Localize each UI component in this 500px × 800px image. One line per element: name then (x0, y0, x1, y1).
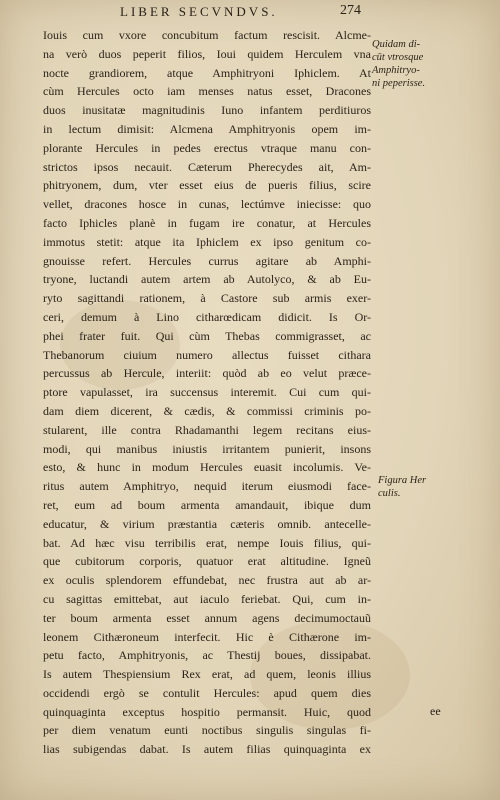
body-text (43, 26, 371, 759)
text-line: nocte grandiorem, atque Amphitryoni Iphiclem. At (43, 65, 371, 80)
text-line: Is autem Thespiensium Rex erat, ad quem, leonis illius (43, 667, 371, 682)
text-line: esto, & hunc in modum Hercules euasit incolumis. Ve- (43, 460, 371, 475)
running-title: LIBER SECVNDVS. (120, 4, 278, 19)
text-line: educatur, & virium præstantia cæteris omnib. antecelle- (43, 516, 371, 531)
text-line: duos inusitatæ magnitudinis Iuno infantem perditiuros (43, 103, 371, 118)
margin-note-line: Amphitryo- (372, 65, 420, 76)
text-line: na verò duos peperit filios, Ioui quidem Herculem vna (43, 46, 371, 61)
text-line: occidendi ergò se contulit Hercules: apud quem dies (43, 685, 371, 700)
signature-mark: ee (430, 704, 441, 718)
text-line: immotus stetit: atque ita Iphiclem ex ipso genitum co- (43, 234, 371, 249)
text-line: stularent, ille contra Rhadamanthi legem recitans eius- (43, 422, 371, 437)
text-line: ex oculis splendorem effundebat, nec frustra aut ab ar- (43, 573, 371, 588)
text-line: que cubitorum corporis, quatuor erat altitudine. Igneũ (43, 554, 371, 569)
text-line: per diem venatum eunti noctibus singulis singulas fi- (43, 723, 371, 738)
text-line: lias subigendas dabat. Is autem filias quinquaginta ex (43, 742, 371, 757)
text-line: ritus autem Amphitryo, nequid iterum eiusmodi face- (43, 479, 371, 494)
text-line: ceri, demum à Lino citharœdicam didicit. Is Or- (43, 309, 371, 324)
text-line: phitryonem, dum, vter esset eius de pueris filius, scire (43, 178, 371, 193)
margin-note-line: ni peperisse. (372, 78, 426, 89)
text-line: Iouis cum vxore concubitum factum rescisit. Alcme- (43, 28, 371, 42)
text-line: leonem Cithæroneum interfecit. Hic è Cithærone im- (43, 629, 371, 644)
text-line: tryone, luctandi autem artem ab Autolyco, & ab Eu- (43, 272, 371, 287)
text-line: quinquaginta exceptus hospitio permansit. Huic, quod (43, 704, 371, 719)
text-line: strictos ipsos necauit. Cæterum Pherecydes ait, Am- (43, 159, 371, 174)
margin-note-line: culis. (378, 488, 401, 499)
text-line: dam diem dicerent, & cædis, & commissi criminis po- (43, 403, 371, 418)
text-line: facto Iphicles planè in fugam ire conatur, at Hercules (43, 215, 371, 230)
margin-note-twins (372, 38, 442, 90)
text-line: plorante Hercules in pedes erectus vtraque manu con- (43, 140, 371, 155)
text-line: cùm Hercules octo iam menses natus esset, Dracones (43, 84, 371, 99)
text-line: ret, eum ad boum armenta amandauit, ibique dum (43, 497, 371, 512)
text-line: petu facto, Amphitryonis, ac Thestij boues, dissipabat. (43, 648, 371, 663)
margin-note-hercules (378, 474, 448, 500)
text-line: vellet, dracones hosce in cunas, lectúmve iniecisse: quo (43, 197, 371, 212)
text-line: gnouisse refert. Hercules currus agitare ab Amphi- (43, 253, 371, 268)
text-line: modi, qui manibus iniustis irritantem punierit, insons (43, 441, 371, 456)
page-number: 274 (340, 3, 361, 18)
text-line: phei frater fuit. Qui cùm Thebas commigrasset, ac (43, 328, 371, 343)
text-line: cu sagittas emittebat, aut iaculo feriebat. Qui, cum in- (43, 591, 371, 606)
margin-note-line: Figura Her (378, 475, 427, 486)
text-line: percussus ab Hercule, interiit: quòd ab eo velut præce- (43, 366, 371, 381)
text-line: ter boum armenta esset annum agens decimumoctauũ (43, 610, 371, 625)
text-line: in lectum dimisit: Alcmena Amphitryonis opem im- (43, 121, 371, 136)
text-line: ryto sagittandi rationem, à Castore sub armis exer- (43, 291, 371, 306)
text-line: bat. Ad hæc visu terribilis erat, nempe Iouis filius, qui- (43, 535, 371, 550)
text-line: Thebanorum ciuium numero allectus fuisset cithara (43, 347, 371, 362)
margin-note-line: cūt vtrosque (372, 52, 424, 63)
margin-note-line: Quidam di- (372, 39, 421, 50)
text-line: ptore vapulasset, ira succensus interemit. Cui cum qui- (43, 385, 371, 400)
